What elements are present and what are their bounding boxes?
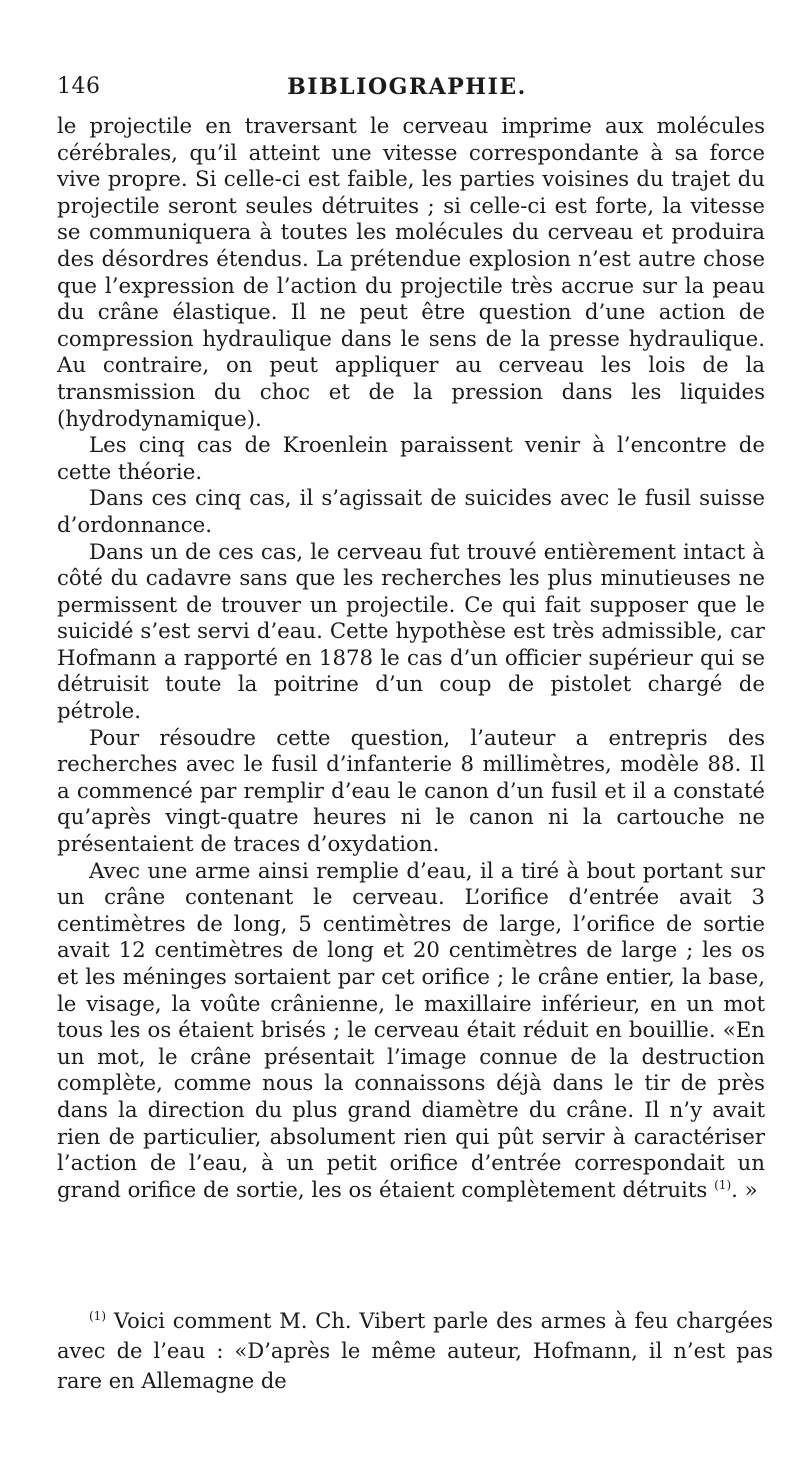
paragraph: Les cinq cas de Kroenlein paraissent venir à l’encontre de cette théorie. [57,433,765,485]
page-header [57,74,757,108]
closing-quote: . » [731,1177,758,1203]
body-text [57,114,765,1204]
running-head: BIBLIOGRAPHIE. [287,74,527,100]
footnote [57,1306,773,1396]
paragraph: Avec une arme ainsi remplie d’eau, il a tiré à bout portant sur un crâne contenant le cerveau. L’orifice d’entrée avait 3 centimètres de long, 5 centimètres de large, l’orifice de sortie avait 12 centimètres de long et 20 centimètres de large ; les os et les méninges sortaient par cet orifice ; le crâne entier, la base, le visage, la voûte crânienne, le maxillaire inférieur, en un mot tous les os étaient brisés ; le cerveau était réduit en bouillie. «En un mot, le crâne présentait l’image connue de la destruction complète, comme nous la connaissons déjà dans le tir de près dans la direction du plus grand diamètre du crâne. Il n’y avait rien de particulier, absolument rien qui pût servir à caractériser l’action de l’eau, à un petit orifice d’entrée correspondait un grand orifice de sortie, les os étaient complètement détruits [57,858,765,1203]
paragraph: le projectile en traversant le cerveau imprime aux molécules cérébrales, qu’il atteint une vitesse correspondante à sa force vive propre. Si celle-ci est faible, les parties voisines du trajet du projectile seront seules détruites ; si celle-ci est forte, la vitesse se communiquera à toutes les molécules du cerveau et produira des désordres étendus. La prétendue explosion n’est autre chose que l’expression de l’action du projectile très accrue sur la peau du crâne élastique. Il ne peut être question d’une action de compression hydraulique dans le sens de la presse hydraulique. Au contraire, on peut appliquer au cerveau les lois de la transmission du choc et de la pression dans les liquides (hydrodynamique). [57,114,765,432]
footnote-text: Voici comment M. Ch. Vibert parle des armes à feu chargées avec de l’eau : «D’après le même auteur, Hofmann, il n’est pas rare en Allemagne de [57,1309,773,1393]
footnote-block [57,1306,773,1396]
footnote-marker: (1) [89,1309,106,1323]
paragraph: Pour résoudre cette question, l’auteur a entrepris des recherches avec le fusil d’infanterie 8 millimètres, modèle 88. Il a commencé par remplir d’eau le canon d’un fusil et il a constaté qu’après vingt-quatre heures ni le canon ni la cartouche ne présentaient de traces d’oxydation. [57,725,765,858]
page-number: 146 [57,74,101,99]
footnote-reference: (1) [714,1177,732,1192]
paragraph: Dans un de ces cas, le cerveau fut trouvé entièrement intact à côté du cadavre sans que les recherches les plus minutieuses ne permissent de trouver un projectile. Ce qui fait supposer que le suicidé s’est servi d’eau. Cette hypothèse est très admissible, car Hofmann a rapporté en 1878 le cas d’un officier supérieur qui se détruisit toute la poitrine d’un coup de pistolet chargé de pétrole. [57,539,765,725]
paragraph-with-footnote [57,859,765,1205]
paragraph: Dans ces cinq cas, il s’agissait de suicides avec le fusil suisse d’ordonnance. [57,486,765,538]
